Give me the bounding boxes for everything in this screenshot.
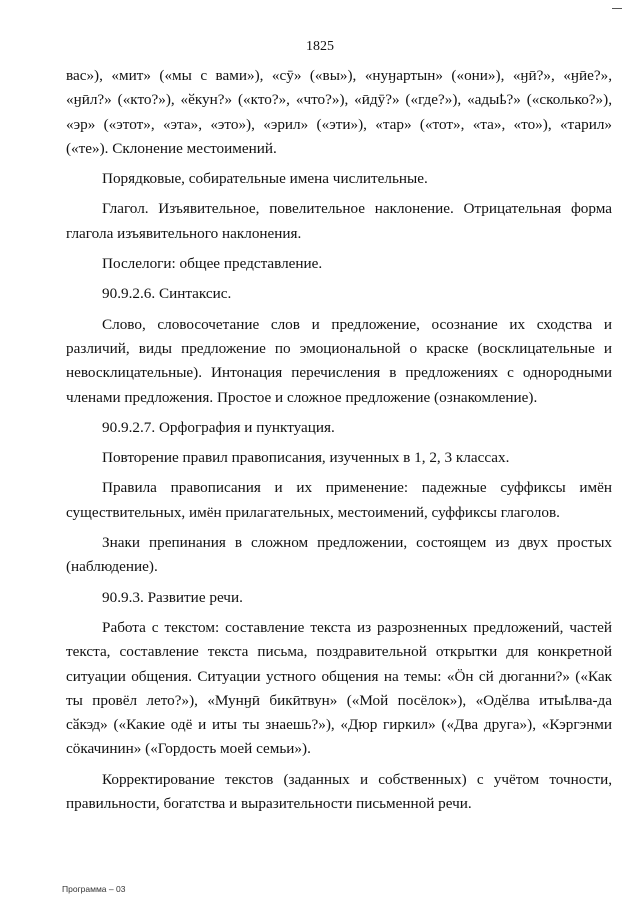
paragraph-syntax: Слово, словосочетание слов и предложение, осознание их сходства и различий, виды предложение по эмоциональной о краске (восклицательные и невосклицательные). Интонация перечисления в предложениях с однородными членами предложения. Простое и сложное предложение (ознакомление). [66, 315, 612, 406]
paragraph-spelling-rules: Правила правописания и их применение: падежные суффиксы имён существительных, имён прилагательных, местоимений, суффиксы глаголов. [66, 479, 612, 521]
section-heading-syntax: 90.9.2.6. Синтаксис. [102, 285, 232, 303]
paragraph-repetition: Повторение правил правописания, изученных в 1, 2, 3 классах. [102, 449, 510, 467]
paragraph-postpositions: Послелоги: общее представление. [102, 255, 323, 273]
paragraph-numerals: Порядковые, собирательные имена числительные. [102, 170, 428, 188]
page-number: 1825 [306, 39, 334, 54]
section-heading-orthography: 90.9.2.7. Орфография и пунктуация. [102, 418, 335, 436]
paragraph-punctuation: Знаки препинания в сложном предложении, состоящем из двух простых (наблюдение). [66, 534, 612, 576]
section-heading-speech: 90.9.3. Развитие речи. [102, 588, 243, 606]
paragraph-pronouns: вас»), «мит» («мы с вами»), «сӯ» («вы»), «нуӈартын» («они»), «ӈӣ?», «ӈӣе?», «ӈӣл?» («кто?»), «ӗкун?» («кто?», «что?»), «ӣдӯ?» («где?»), «адыҍ?» («сколько?»), «эр» («этот», «эта», «это»), «эрил» («эти»), «тар» («тот», «та», «то»), «тарил» («те»). Склонение местоимений. [66, 67, 612, 157]
paragraph-text-work: Работа с текстом: составление текста из разрозненных предложений, частей текста, составление текста письма, поздравительной открытки для конкретной ситуации общения. Ситуации устного общения на темы: «Ӧн сй дюганни?» («Как ты провёл лето?»), «Мунӈӣ бикӣтвун» («Мой посёлок»), «Одӗлва итыҍлва-да сӑкэд» («Какие одё и иты ты знаешь?»), «Дюр гиркил» («Два друга»), «Кэргэнми сӧкачинин» («Гордость моей семьи»). [66, 618, 612, 758]
document-body [66, 64, 612, 822]
paragraph-verb: Глагол. Изъявительное, повелительное наклонение. Отрицательная форма глагола изъявительного наклонения. [66, 200, 612, 242]
footer-label: Программа – 03 [62, 884, 126, 894]
scan-corner-mark [612, 8, 622, 17]
paragraph-correction: Корректирование текстов (заданных и собственных) с учётом точности, правильности, богатства и выразительности письменной речи. [66, 770, 612, 813]
